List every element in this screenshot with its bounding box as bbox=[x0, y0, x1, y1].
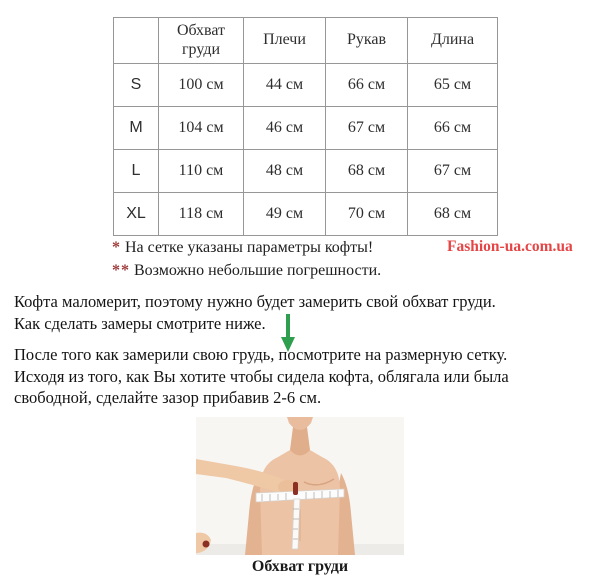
length-value: 67 см bbox=[408, 150, 498, 193]
chest-value: 118 см bbox=[159, 193, 244, 236]
table-header-row bbox=[114, 18, 498, 64]
brand-watermark: Fashion-ua.com.ua bbox=[447, 238, 573, 255]
chest-value: 104 см bbox=[159, 107, 244, 150]
sleeve-value: 66 см bbox=[326, 64, 408, 107]
sleeve-value: 67 см bbox=[326, 107, 408, 150]
chest-value: 110 см bbox=[159, 150, 244, 193]
length-value: 65 см bbox=[408, 64, 498, 107]
size-label: XL bbox=[114, 193, 159, 236]
size-label: M bbox=[114, 107, 159, 150]
table-header-empty bbox=[114, 18, 159, 64]
length-value: 66 см bbox=[408, 107, 498, 150]
size-label: S bbox=[114, 64, 159, 107]
sleeve-value: 68 см bbox=[326, 150, 408, 193]
length-value: 68 см bbox=[408, 193, 498, 236]
paragraph-line: После того как замерили свою грудь, посмотрите на размерную сетку. bbox=[14, 345, 508, 364]
table-row-xl bbox=[114, 193, 498, 236]
chest-measurement-photo bbox=[196, 417, 404, 555]
footnote-tolerance bbox=[112, 259, 381, 282]
paragraph-line: Как сделать замеры смотрите ниже. bbox=[14, 313, 266, 333]
table-header-shoulders: Плечи bbox=[244, 18, 326, 64]
table-footnotes bbox=[112, 236, 381, 282]
table-header-length: Длина bbox=[408, 18, 498, 64]
paragraph-line: свободной, сделайте зазор прибавив 2-6 см. bbox=[14, 388, 322, 407]
chest-value: 100 см bbox=[159, 64, 244, 107]
intro-paragraph bbox=[14, 291, 496, 334]
shoulder-value: 48 см bbox=[244, 150, 326, 193]
size-label: L bbox=[114, 150, 159, 193]
footnote-text: На сетке указаны параметры кофты! bbox=[125, 239, 374, 256]
shoulder-value: 46 см bbox=[244, 107, 326, 150]
paragraph-line: Исходя из того, как Вы хотите чтобы сидела кофта, облягала или была bbox=[14, 366, 509, 386]
table-row-l bbox=[114, 150, 498, 193]
footnote-text: Возможно небольшие погрешности. bbox=[134, 262, 382, 279]
asterisk-marker: * bbox=[112, 239, 121, 256]
size-table bbox=[113, 17, 498, 236]
shoulder-value: 44 см bbox=[244, 64, 326, 107]
table-header-chest: Обхват груди bbox=[159, 18, 244, 64]
instruction-paragraph bbox=[14, 344, 509, 409]
paragraph-line: Кофта маломерит, поэтому нужно будет замерить свой обхват груди. bbox=[14, 292, 496, 311]
sleeve-value: 70 см bbox=[326, 193, 408, 236]
table-row-m bbox=[114, 107, 498, 150]
photo-caption: Обхват груди bbox=[251, 558, 349, 575]
footnote-params bbox=[112, 236, 381, 259]
table-row-s bbox=[114, 64, 498, 107]
shoulder-value: 49 см bbox=[244, 193, 326, 236]
table-header-sleeve: Рукав bbox=[326, 18, 408, 64]
double-asterisk-marker: ** bbox=[112, 262, 130, 279]
